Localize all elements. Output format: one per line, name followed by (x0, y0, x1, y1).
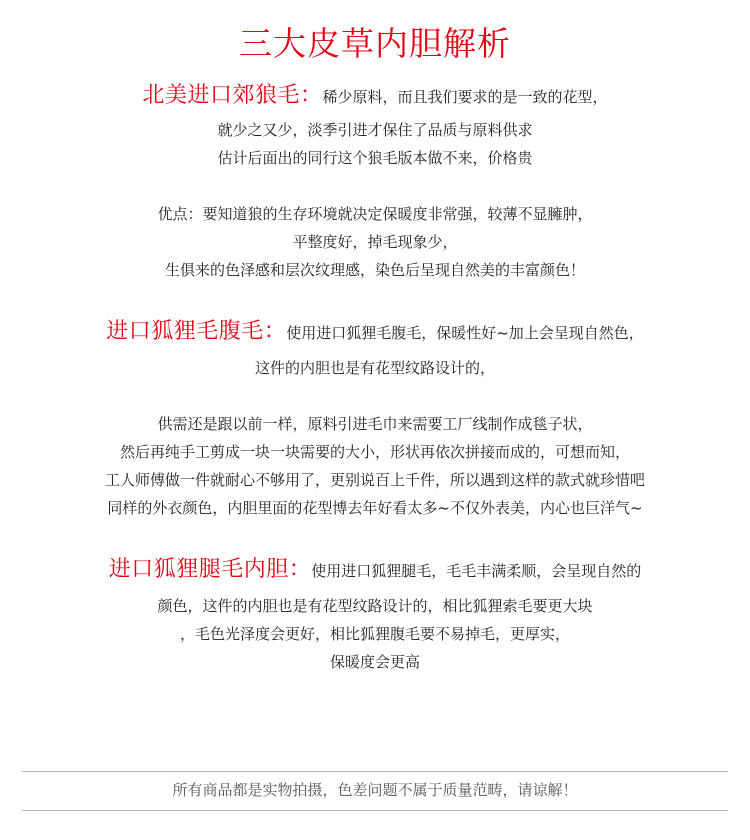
section2-first-line (0, 318, 750, 347)
section1-heading: 北美进口郊狼毛： (142, 83, 323, 108)
section3-line-1: 颜色，这件的内胆也是有花型纹路设计的，相比狐狸索毛要更大块 (157, 597, 593, 615)
section2-line-1: 这件的内胆也是有花型纹路设计的， (254, 359, 495, 377)
page-title: 三大皮草内胆解析 (239, 24, 511, 63)
section1-line-0: 稀少原料，而且我们要求的是一致的花型， (322, 88, 608, 106)
section1-advantage-2: 生俱来的色泽感和层次纹理感，染色后呈现自然美的丰富颜色！ (164, 261, 585, 279)
section2-detail-1: 然后再纯手工剪成一块一块需要的大小，形状再依次拼接而成的，可想而知， (119, 443, 630, 461)
footer-divider-top (22, 771, 728, 772)
section1-advantage-1: 平整度好，掉毛现象少， (292, 233, 458, 251)
section3-line-3: 保暖度会更高 (329, 653, 420, 671)
section3-heading: 进口狐狸腿毛内胆： (108, 557, 312, 582)
section2-detail-0: 供需还是跟以前一样，原料引进毛巾来需要工厂线制作成毯子状， (157, 415, 593, 433)
section1-line-1: 就少之又少，淡季引进才保住了品质与原料供求 (217, 121, 533, 139)
section1-line-2: 估计后面出的同行这个狼毛版本做不来，价格贵 (217, 149, 533, 167)
section3-line-0: 使用进口狐狸腿毛，毛毛丰满柔顺，会呈现自然的 (311, 562, 642, 580)
section2-detail-2: 工人师傅做一件就耐心不够用了，更别说百上千件，所以遇到这样的款式就珍惜吧 (104, 471, 645, 489)
section1-first-line (0, 82, 750, 111)
section3-line-2: ，毛色光泽度会更好，相比狐狸腹毛要不易掉毛，更厚实， (179, 625, 570, 643)
footer-disclaimer: 所有商品都是实物拍摄，色差问题不属于质量范畴，请谅解！ (172, 781, 578, 799)
section2-heading: 进口狐狸毛腹毛： (106, 319, 287, 344)
section2-line-0: 使用进口狐狸毛腹毛，保暖性好~加上会呈现自然色， (286, 324, 644, 342)
section3-first-line (0, 556, 750, 585)
footer-divider-bottom (22, 810, 728, 811)
section1-advantage-0: 优点：要知道狼的生存环境就决定保暖度非常强，较薄不显臃肿， (157, 205, 593, 223)
section2-detail-3: 同样的外衣颜色，内胆里面的花型博去年好看太多~不仅外表美，内心也巨洋气~ (107, 499, 643, 517)
